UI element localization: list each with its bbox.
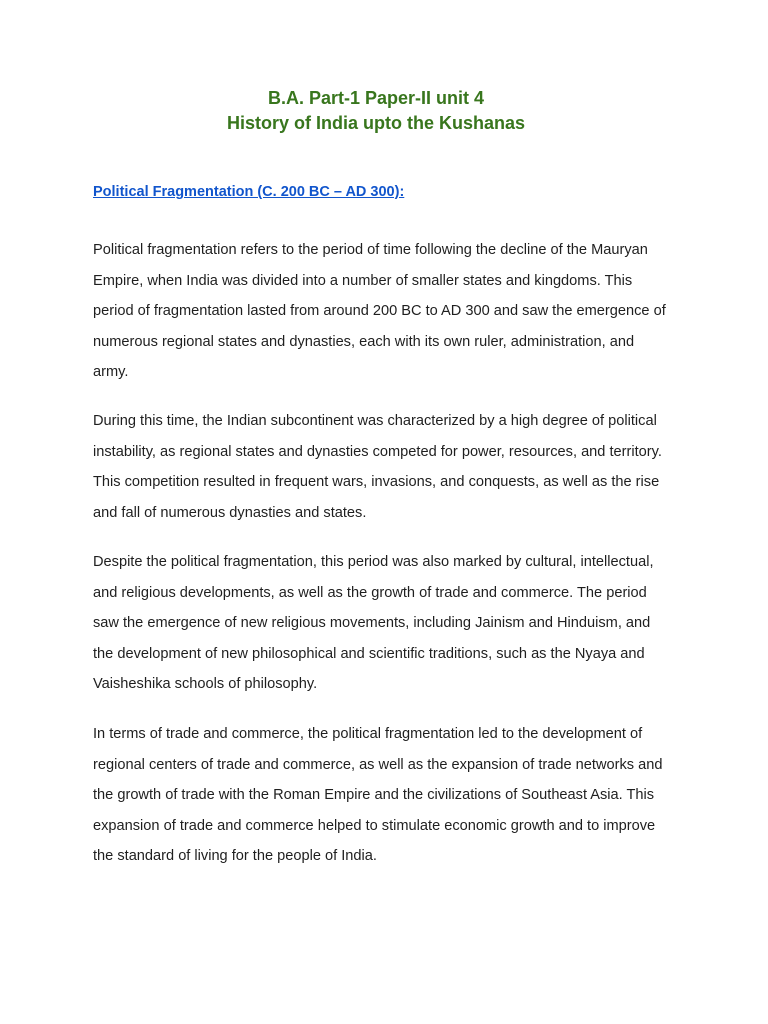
paragraph-trade-commerce: In terms of trade and commerce, the political fragmentation led to the development of regional centers of trade and commerce, as well as the expansion of trade networks and the growth of trade with the Roman Empire and the civilizations of Southeast Asia. This expansion of trade and commerce helped to stimulate economic growth and to improve the standard of living for the people of India.: [93, 726, 663, 865]
document-title: [0, 86, 752, 136]
title-line-course: B.A. Part-1 Paper-II unit 4: [267, 88, 485, 108]
paragraph-cultural-developments: Despite the political fragmentation, this period was also marked by cultural, intellectual, and religious developments, as well as the growth of trade and commerce. The period saw the emergence of new religious movements, including Jainism and Hinduism, and the development of new philosophical and scientific traditions, such as the Nyaya and Vaisheshika schools of philosophy.: [93, 554, 654, 693]
paragraph-political-instability: During this time, the Indian subcontinent was characterized by a high degree of political instability, as regional states and dynasties competed for power, resources, and territory. This competition resulted in frequent wars, invasions, and conquests, as well as the rise and fall of numerous dynasties and states.: [93, 413, 662, 521]
paragraph-political-fragmentation: Political fragmentation refers to the period of time following the decline of the Mauryan Empire, when India was divided into a number of smaller states and kingdoms. This period of fragmentation lasted from around 200 BC to AD 300 and saw the emergence of numerous regional states and dynasties, each with its own ruler, administration, and army.: [93, 242, 666, 381]
section-heading-link[interactable]: Political Fragmentation (C. 200 BC – AD 300):: [93, 184, 405, 200]
title-line-subject: History of India upto the Kushanas: [226, 113, 526, 133]
